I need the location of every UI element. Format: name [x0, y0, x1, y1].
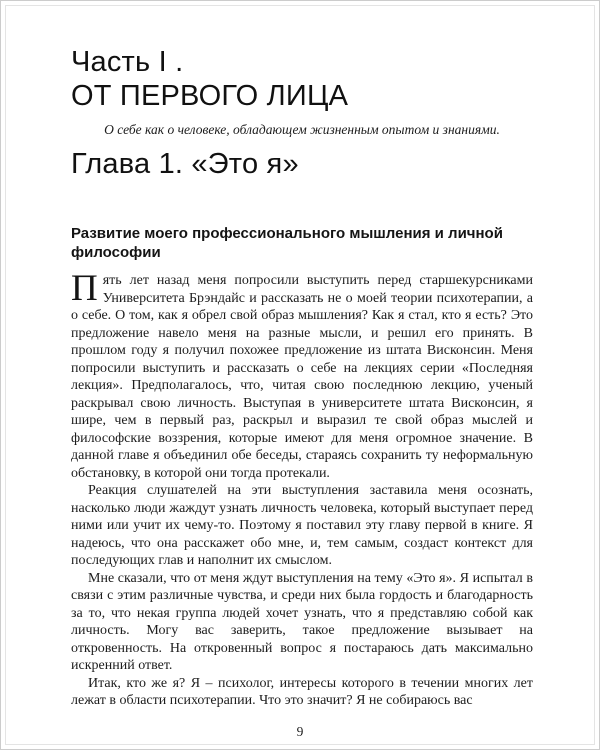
- section-heading: Развитие моего профессионального мышления и личной философии: [71, 225, 503, 261]
- paragraph: Реакция слушателей на эти выступления заставила меня осознать, насколько люди жаждут узнать личность человека, который выступает перед ними или учит их чему-то. Поэтому я поставил эту главу первой в книге. Я надеюсь, что она расскажет обо мне, и, тем самым, создаст контекст для последующих глав и наполнит их смыслом.: [71, 483, 533, 568]
- part-label: Часть I .: [71, 46, 184, 78]
- chapter-title: Глава 1. «Это я»: [71, 148, 299, 180]
- paragraph: Мне сказали, что от меня ждут выступления на тему «Это я». Я испытал в связи с этим различные чувства, и среди них была гордость и благодарность за то, что некая группа людей хочет узнать, что я представляю собой как личность. Могу вас заверить, такое предложение вызывает на откровенность. На откровенный вопрос я постараюсь дать максимально искренний ответ.: [71, 570, 533, 673]
- part-title: ОТ ПЕРВОГО ЛИЦА: [71, 80, 349, 112]
- page-number: 9: [296, 724, 304, 739]
- page-content: [71, 45, 533, 710]
- dropcap: П: [71, 268, 98, 309]
- paragraph-text: ять лет назад меня попросили выступить перед старшекурсниками Университета Брэндайс и рассказать не о моей теории психотерапии, а о себе. О том, как я обрел свой образ мышления? Как я стал, кто я есть? Это предложение навело меня на разные мысли, и решил его принять. В прошлом году я получил похожее предложение из штата Висконсин. Меня попросили выступить и рассказать о себе на лекциях серии «Последняя лекция». Предполагалось, что, читая свою последнюю лекцию, ученый раскрывал свою личность. Выступая в университете штата Висконсин, я шире, чем в первый раз, раскрыл и выразил те свой образ мыслей и философские воззрения, которые имеют для меня огромное значение. В данной главе я объединил обе беседы, стараясь сохранить ту неформальную обстановку, в которой они тогда протекали.: [71, 273, 533, 481]
- body-text: [71, 268, 533, 710]
- epigraph: О себе как о человеке, обладающем жизненным опытом и знаниями.: [104, 122, 500, 137]
- paragraph: Итак, кто же я? Я – психолог, интересы которого в течении многих лет лежат в области психотерапии. Что это значит? Я не собираюсь вас: [71, 675, 533, 708]
- paragraph: [71, 268, 533, 482]
